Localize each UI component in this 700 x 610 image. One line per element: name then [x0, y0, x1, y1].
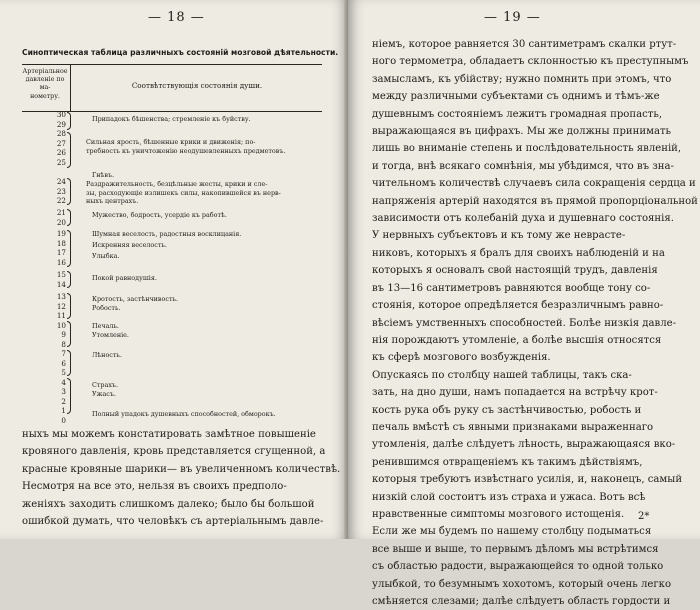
state-entry: Шумная веселость, радостныя восклицанія.	[92, 230, 242, 238]
state-entry: Покой равнодушія.	[92, 274, 157, 282]
pressure-value: 15	[56, 270, 66, 279]
text-line: женіяхъ заходить слишкомъ далеко; было бы большой	[22, 498, 315, 510]
text-line: съ областью радости, выражающейся то одной только	[372, 561, 664, 573]
pressure-value: 24	[56, 177, 66, 186]
states-column-header: Соотвѣтствующія состоянія души.	[131, 81, 263, 90]
text-line: ошибкой думать, что человѣкъ съ артеріальнымъ давле-	[22, 516, 324, 528]
pressure-value: 14	[56, 279, 66, 289]
state-entry: Утомленіе.	[92, 331, 129, 339]
pressure-value: 8	[61, 339, 66, 349]
text-line: все выше и выше, то первымъ дѣломъ мы встрѣтимся	[372, 543, 659, 555]
group-brace	[67, 112, 71, 130]
state-entry: зы, расходующіе излишекъ силы, накопившейся въ нерв-	[86, 188, 281, 197]
left-page-body-text	[22, 426, 340, 530]
text-line: которыхъ я основалъ свой настоящій трудъ, давленія	[372, 265, 658, 277]
text-line: низкій слой состоитъ изъ страха и ужаса. Вотъ всѣ	[372, 491, 646, 503]
paragraph	[372, 36, 698, 227]
text-line: къ сферѣ мозгового возбужденія.	[372, 352, 551, 364]
state-entry: Кротость, застѣнчивость.	[92, 295, 179, 303]
pressure-value: 19	[56, 229, 66, 238]
paragraph	[372, 227, 698, 366]
text-line: стоянія, которое опредѣляется безразличнымъ равно-	[372, 300, 664, 312]
pressure-value: 0	[61, 415, 66, 425]
state-entry: ныхъ центрахъ.	[86, 197, 139, 205]
text-line: Опускаясь по столбцу нашей таблицы, такъ ска-	[372, 369, 632, 381]
group-brace	[67, 178, 71, 205]
text-line: У нервныхъ субъектовъ и къ тому же невраcте-	[372, 230, 626, 242]
state-entry: Печаль.	[92, 322, 119, 330]
text-line: печаль вмѣстѣ съ явными признаками выраженнаго	[372, 421, 654, 433]
pressure-value: 23	[56, 186, 66, 196]
text-line: красные кровяные шарики— въ увеличенномъ количествѣ.	[22, 463, 341, 475]
state-entry: Искренняя веселость.	[92, 241, 167, 249]
pressure-value: 27	[56, 138, 66, 148]
text-line: зать, на дно души, намъ попадается на встрѣчу крот-	[372, 387, 658, 399]
text-line: смѣняется слезами; далѣе слѣдуетъ область гордости и	[372, 596, 671, 607]
left-page-number: — 18 —	[148, 10, 205, 25]
state-entry: Улыбка.	[92, 252, 120, 260]
text-line: лишь во вниманіе степень и послѣдовательность явленій,	[372, 143, 682, 155]
paragraph	[372, 367, 698, 524]
text-line: Если же мы будемъ по нашему столбцу подыматься	[372, 526, 652, 538]
text-line: замысламъ, къ убійству; нужно помнить при этомъ, что	[372, 73, 672, 85]
pressure-value: 9	[61, 330, 66, 339]
pressure-value: 12	[56, 301, 66, 311]
state-entry: Гнѣвъ.	[92, 171, 115, 179]
pressure-value: 3	[61, 387, 66, 396]
group-brace	[67, 132, 71, 168]
pressure-value: 30	[56, 110, 66, 119]
pressure-value: 18	[56, 238, 66, 248]
pressure-column-header: Артеріальное давленіе по ма- нометру.	[22, 68, 68, 100]
right-page-body-text	[372, 36, 698, 610]
state-entry: Сильная ярость, бѣшенные крики и движенія; по-	[86, 138, 256, 146]
table-column-divider	[70, 65, 71, 111]
group-brace	[67, 321, 71, 347]
text-line: ніемъ, которое равняется 30 сантиметрамъ скалки ртут-	[372, 39, 677, 50]
text-line: нія порождаютъ утомленіе, а болѣе высшія относятся	[372, 334, 662, 346]
pressure-value: 25	[56, 157, 66, 167]
group-brace	[67, 378, 71, 414]
state-entry: Ужасъ.	[92, 390, 116, 398]
text-line: напряженія артерій находятся въ прямой пропорціональной	[372, 195, 698, 207]
signature-mark: 2*	[638, 511, 650, 522]
pressure-value: 17	[56, 248, 66, 257]
state-entry: Робость.	[92, 304, 121, 312]
state-entry: Раздражительность, безцѣльные жесты, крики и сле-	[86, 180, 268, 188]
state-entry: Страхъ.	[92, 381, 119, 389]
pressure-value: 10	[56, 320, 66, 330]
pressure-value: 11	[56, 311, 66, 320]
left-page	[0, 0, 348, 539]
group-brace	[67, 209, 71, 226]
text-line: между различными субъектами съ однимъ и тѣмъ-же	[372, 91, 660, 103]
pressure-value: 29	[56, 119, 66, 129]
text-line: зависимости отъ колебаній духа и душевнаго состоянія.	[372, 213, 674, 225]
table-top-rule	[22, 64, 322, 65]
pressure-value: 2	[61, 396, 66, 406]
text-line: кровяного давленія, кровь представляется сгущенной, а	[22, 446, 326, 458]
text-line: душевнымъ состояніемъ лежитъ громадная пропасть,	[372, 108, 663, 120]
table-title: Синоптическая таблица различныхъ состояній мозговой дѣятельности.	[22, 48, 339, 57]
text-line: чительномъ количествѣ случаевъ сила сокращенія сердца и	[372, 178, 696, 190]
group-brace	[67, 350, 71, 376]
group-brace	[67, 293, 71, 319]
pressure-value: 1	[61, 406, 66, 415]
group-brace	[67, 271, 71, 288]
pressure-value: 13	[56, 292, 66, 301]
text-line: нравственные симптомы мозгового истощенія.	[372, 508, 625, 520]
pressure-value: 16	[56, 257, 66, 267]
pressure-value: 20	[56, 217, 66, 227]
pressure-value: 26	[56, 148, 66, 157]
text-line: ныхъ мы можемъ констатировать замѣтное повышеніе	[22, 429, 316, 440]
text-line: и тогда, внѣ всякаго сомнѣнія, мы убѣдимся, что въ зна-	[372, 160, 674, 172]
pressure-value: 7	[61, 349, 66, 358]
pressure-value: 5	[61, 368, 66, 377]
pressure-value: 6	[61, 358, 66, 368]
right-page-number: — 19 —	[484, 10, 541, 25]
text-line: вѣсіемъ умственныхъ способностей. Болѣе низкія давле-	[372, 317, 676, 329]
state-entry: Полный упадокъ душевныхъ способностей, обморокъ.	[92, 410, 276, 418]
state-entry: Мужество, бодрость, усердіе къ работѣ.	[92, 211, 227, 219]
text-line: выражающаяся въ цифрахъ. Мы же должны принимать	[372, 126, 672, 138]
text-line: ного термометра, обладаетъ склонностью къ преступнымъ	[372, 56, 689, 68]
text-line: Несмотря на все это, нельзя въ своихъ предполо-	[22, 481, 287, 493]
text-line: въ 13—16 сантиметровъ равняются вообще тону со-	[372, 282, 651, 294]
state-entry: требность къ уничтоженію неодушевленныхъ предметовъ.	[86, 146, 286, 155]
text-line: ренившимся отвращеніемъ къ такимъ дѣйствіямъ,	[372, 456, 643, 468]
pressure-value: 21	[56, 208, 66, 217]
text-line: улыбкой, то безумнымъ хохотомъ, который очень легко	[372, 578, 672, 590]
pressure-value: 22	[56, 196, 66, 205]
paragraph	[372, 523, 698, 610]
text-line: утомленія, далѣе слѣдуетъ лѣность, выражающаяся вко-	[372, 439, 676, 451]
state-entry: Припадокъ бѣшенства; стремленіе къ буйству.	[92, 115, 251, 123]
text-line: кость рука объ руку съ застѣнчивостью, робость и	[372, 404, 642, 416]
text-line: никовъ, которыхъ я бралъ для своихъ наблюденій и на	[372, 247, 665, 259]
group-brace	[67, 230, 71, 267]
state-entry: Лѣность.	[92, 351, 122, 359]
pressure-value: 4	[61, 377, 66, 387]
text-line: которыя требуютъ извѣстнаго усилія, и, наконецъ, самый	[372, 474, 683, 486]
pressure-value: 28	[56, 129, 66, 138]
